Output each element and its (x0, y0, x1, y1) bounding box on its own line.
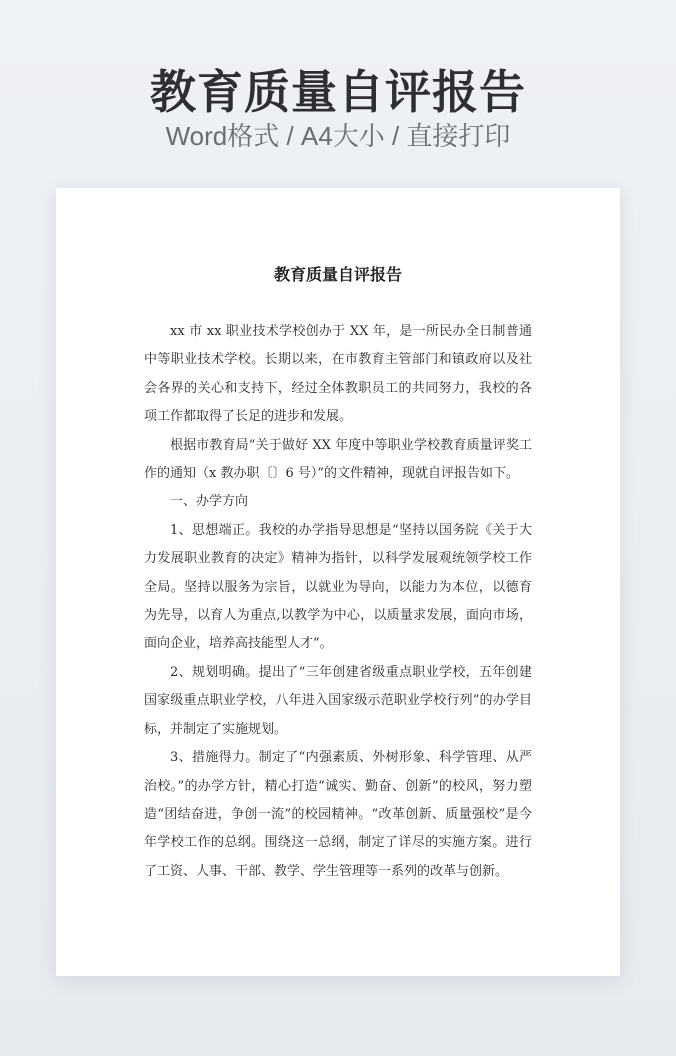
document-page (56, 188, 620, 976)
paragraph-basis: 根据市教育局“关于做好 XX 年度中等职业学校教育质量评奖工作的通知（x 教办职〔〕6 号）”的文件精神，现就自评报告如下。 (144, 437, 532, 482)
paragraph-planning: 2、规划明确。提出了“三年创建省级重点职业学校，五年创建国家级重点职业学校，八年进入国家级示范职业学校行列”的办学目标，并制定了实施规划。 (144, 664, 532, 737)
document-body (144, 318, 532, 886)
section-heading-direction: 一、办学方向 (170, 494, 249, 510)
paragraph-thinking: 1、思想端正。我校的办学指导思想是“坚持以国务院《关于大力发展职业教育的决定》精神为指针，以科学发展观统领学校工作全局。坚持以服务为宗旨，以就业为导向，以能力为本位，以德育为先导，以育人为重点,以教学为中心，以质量求发展，面向市场，面向企业，培养高技能型人才”。 (144, 522, 532, 652)
paragraph-measures: 3、措施得力。制定了“内强素质、外树形象、科学管理、从严治校。”的办学方针，精心打造“诚实、勤奋、创新”的校风，努力塑造“团结奋进，争创一流”的校园精神。“改革创新、质量强校”是今年学校工作的总纲。围绕这一总纲，制定了详尽的实施方案。进行了工资、人事、干部、教学、学生管理等一系列的改革与创新。 (144, 750, 532, 879)
banner-title: 教育质量自评报告 (150, 65, 526, 119)
banner-subtitle: Word格式 / A4大小 / 直接打印 (165, 121, 511, 151)
paragraph-intro: xx 市 xx 职业技术学校创办于 XX 年，是一所民办全日制普通中等职业技术学校。长期以来，在市教育主管部门和镇政府以及社会各界的关心和支持下，经过全体教职员工的共同努力，我校的各项工作都取得了长足的进步和发展。 (144, 324, 532, 425)
document-title: 教育质量自评报告 (273, 265, 402, 284)
